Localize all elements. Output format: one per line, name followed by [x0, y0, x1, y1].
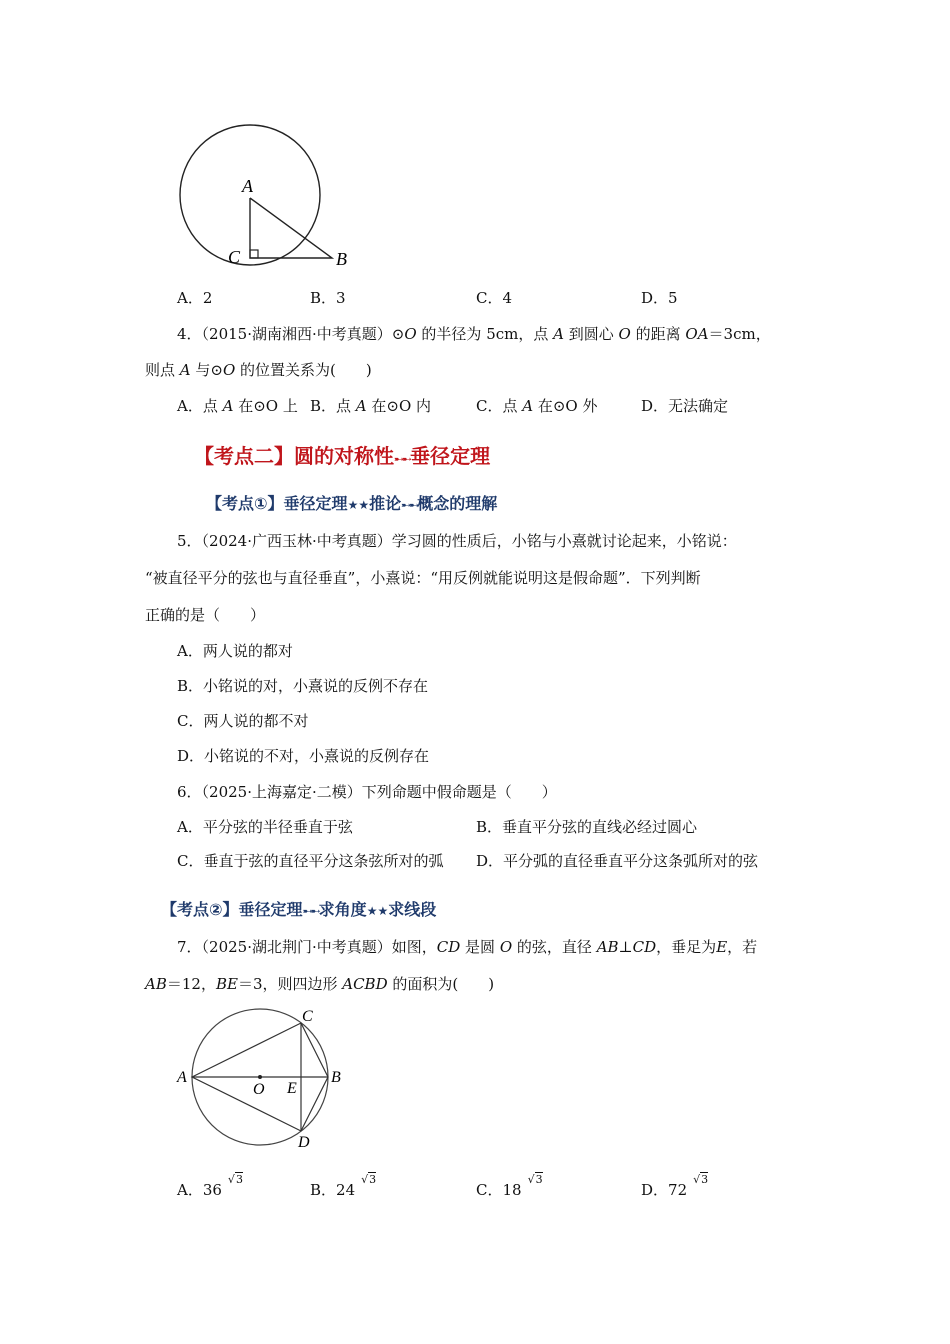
q4-option-c[interactable]	[476, 395, 598, 416]
q5-option-b[interactable]: B．小铭说的对，小熹说的反例不存在	[177, 677, 429, 695]
q7-option-c-root: 3	[535, 1173, 543, 1186]
q4-text: 的距离	[630, 325, 686, 343]
q3-label-b: B	[336, 249, 347, 269]
q4-text: 到圆心	[563, 325, 619, 343]
q7-option-a[interactable]	[177, 1173, 243, 1200]
q4-option-b-var: A	[355, 397, 367, 415]
q3-triangle	[250, 198, 332, 258]
q4-text: 与⊙	[190, 361, 223, 379]
q7-option-d-root: 3	[701, 1173, 709, 1186]
q7-text: ⊥	[618, 938, 633, 956]
subheading-2-left: 【考点②】垂径定理	[161, 900, 303, 919]
q6-line1: 6．（2025·上海嘉定·二模）下列命题中假命题是（ ）	[177, 783, 557, 801]
q7-var: AB	[596, 938, 619, 956]
heading-main-left: 【考点二】圆的对称性	[194, 444, 394, 468]
q6-option-a[interactable]: A．平分弦的半径垂直于弦	[177, 818, 353, 836]
q4-var: OA	[685, 325, 709, 343]
q4-var: A	[553, 325, 564, 343]
q3-option-d[interactable]: D．5	[641, 289, 678, 307]
q6-option-b[interactable]: B．垂直平分弦的直线必经过圆心	[476, 818, 698, 836]
q5-line2: “被直径平分的弦也与直径垂直”，小熹说：“用反例就能说明这是假命题”．下列判断	[145, 569, 701, 587]
q7-label-c: C	[302, 1008, 313, 1025]
q5-option-a[interactable]: A．两人说的都对	[177, 642, 293, 660]
subheading-2-right: 求线段	[388, 900, 437, 919]
q3-option-c[interactable]: C．4	[476, 289, 513, 307]
q3-right-angle-mark	[250, 250, 258, 258]
q7-var: CD	[436, 938, 461, 956]
q3-label-a: A	[242, 176, 253, 196]
q7-option-d-text: D．72	[641, 1181, 688, 1199]
q7-text: 的弦，直径	[512, 938, 597, 956]
q7-line2	[145, 973, 494, 994]
q3-label-c: C	[228, 247, 241, 267]
q7-option-b-root: 3	[369, 1173, 377, 1186]
arrow-icon: ➸➸	[394, 452, 411, 466]
q7-option-c-text: C．18	[476, 1181, 522, 1199]
q7-label-o: O	[253, 1081, 265, 1098]
q4-var: O	[222, 361, 236, 379]
q3-option-a[interactable]: A．2	[177, 289, 213, 307]
q7-option-b-text: B．24	[310, 1181, 356, 1199]
q6-option-c[interactable]: C．垂直于弦的直径平分这条弦所对的弧	[177, 852, 444, 870]
q7-text: ＝3，则四边形	[237, 975, 343, 993]
q7-option-a-text: A．36	[177, 1181, 222, 1199]
q7-var: CD	[632, 938, 657, 956]
subheading-1-right: 概念的理解	[417, 494, 498, 513]
q7-label-d: D	[298, 1134, 310, 1151]
q7-text: （2025·湖北荆门·中考真题）如图，	[201, 938, 437, 956]
q5-option-c[interactable]: C．两人说的都不对	[177, 712, 309, 730]
q4-number: 4．	[177, 325, 202, 343]
q4-option-a-text: A．点	[177, 397, 223, 415]
q7-var: O	[499, 938, 513, 956]
q4-option-d[interactable]: D．无法确定	[641, 397, 729, 415]
q4-text: 则点	[145, 361, 180, 379]
q6-option-d[interactable]: D．平分弧的直径垂直平分这条弧所对的弦	[476, 852, 759, 870]
q7-text: 的面积为( )	[387, 975, 495, 993]
q5-line1: 5．（2024·广西玉林·中考真题）学习圆的性质后，小铭与小熹就讨论起来，小铭说：	[177, 532, 737, 550]
q7-text: ＝12，	[166, 975, 216, 993]
sqrt-icon: √3	[527, 1173, 543, 1186]
q7-label-a: A	[177, 1069, 187, 1086]
q4-text: 的半径为 5cm，点	[416, 325, 554, 343]
q4-line2	[145, 359, 372, 380]
arrow-icon: ➸➸	[302, 904, 319, 918]
q7-text: 是圆	[460, 938, 500, 956]
q4-option-a-text: 在⊙O 上	[233, 397, 298, 415]
subheading-2-mid: 求角度	[318, 900, 367, 919]
q4-source: （2015·湖南湘西·中考真题）	[201, 325, 392, 343]
q3-figure	[170, 120, 370, 280]
q3-option-b[interactable]: B．3	[310, 289, 346, 307]
q7-label-b: B	[331, 1069, 341, 1086]
heading-main-right: 垂径定理	[410, 444, 491, 468]
q4-text: ⊙	[391, 325, 405, 343]
section-subheading-1	[206, 491, 497, 514]
q4-option-b[interactable]	[310, 395, 431, 416]
q7-var: BE	[215, 975, 238, 993]
sqrt-icon: √3	[361, 1173, 377, 1186]
q4-option-b-text: 在⊙O 内	[366, 397, 432, 415]
q7-option-b[interactable]	[310, 1173, 377, 1200]
q4-option-c-text: 在⊙O 外	[533, 397, 598, 415]
q7-number: 7．	[177, 938, 202, 956]
q7-text: ，若	[727, 938, 758, 956]
q7-var: AB	[145, 975, 167, 993]
star-icon: ★★	[366, 904, 389, 918]
q7-line1	[177, 936, 757, 957]
sqrt-icon: √3	[227, 1173, 243, 1186]
q5-option-d[interactable]: D．小铭说的不对，小熹说的反例存在	[177, 747, 430, 765]
q4-option-c-var: A	[522, 397, 534, 415]
q4-var: A	[179, 361, 191, 379]
q4-option-c-text: C．点	[476, 397, 523, 415]
q4-text: ＝3cm，	[708, 325, 771, 343]
arrow-icon: ➸➸	[401, 498, 418, 512]
q7-var: ACBD	[342, 975, 388, 993]
q5-line3: 正确的是（ ）	[145, 606, 266, 624]
q7-figure	[175, 1005, 355, 1155]
section-subheading-2	[161, 897, 436, 920]
q4-line1	[177, 323, 771, 344]
sqrt-icon: √3	[693, 1173, 709, 1186]
q4-option-a[interactable]	[177, 395, 298, 416]
q7-option-a-root: 3	[235, 1173, 243, 1186]
q7-label-e: E	[287, 1080, 297, 1097]
subheading-1-mid: 推论	[369, 494, 402, 513]
q7-text: ，垂足为	[656, 938, 717, 956]
q4-var: O	[618, 325, 631, 343]
section-heading-main	[194, 440, 490, 469]
q7-option-c[interactable]	[476, 1173, 543, 1200]
q4-option-b-text: B．点	[310, 397, 356, 415]
q4-text: 的位置关系为( )	[235, 361, 372, 379]
q4-var: O	[404, 325, 417, 343]
q4-option-a-var: A	[222, 397, 234, 415]
subheading-1-left: 【考点①】垂径定理	[206, 494, 348, 513]
q7-option-d[interactable]	[641, 1173, 709, 1200]
q7-var: E	[716, 938, 728, 956]
q7-center-point	[258, 1075, 262, 1079]
star-icon: ★★	[347, 498, 370, 512]
